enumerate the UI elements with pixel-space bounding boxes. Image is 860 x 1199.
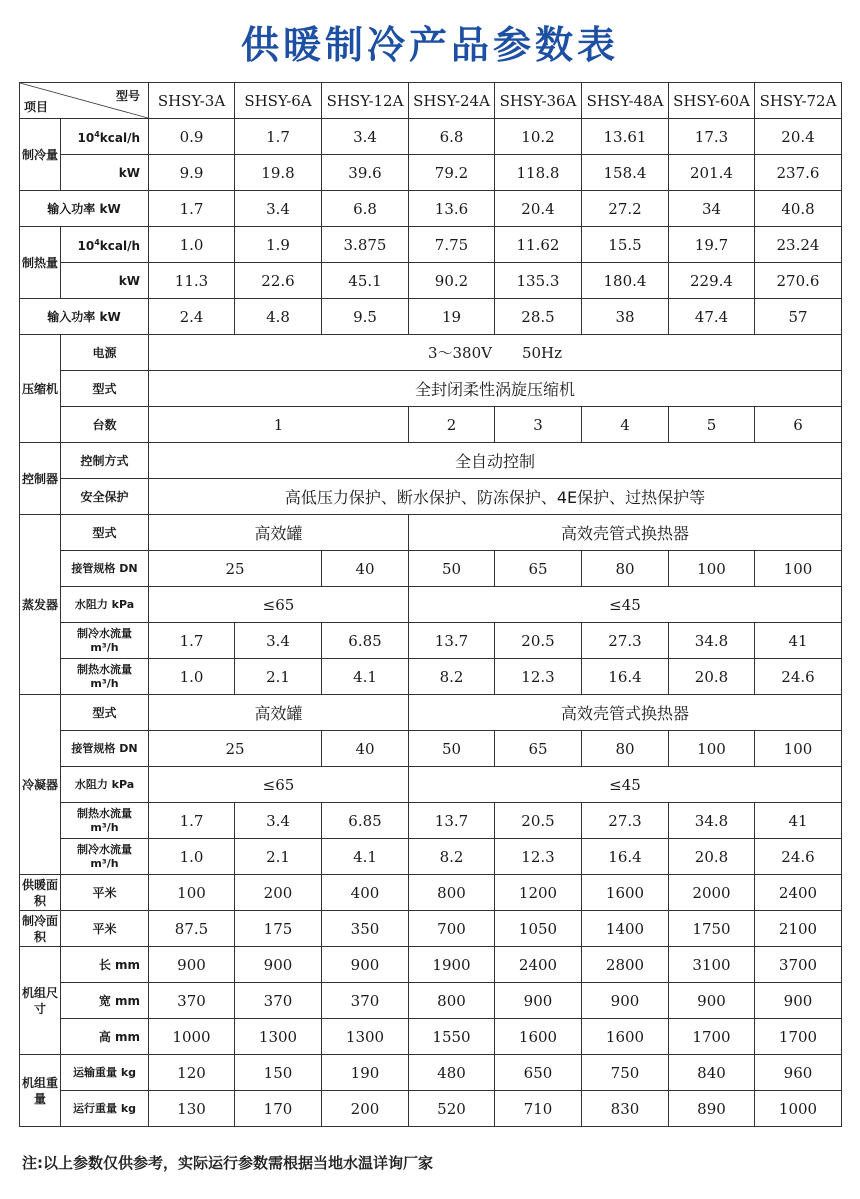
value-cell: 840	[669, 1055, 755, 1091]
value-cell: 34.8	[669, 623, 755, 659]
value-cell: 3.875	[322, 227, 409, 263]
value-cell: 40	[322, 731, 409, 767]
dim-wid-row	[20, 983, 842, 1019]
page-title: 供暖制冷产品参数表	[240, 23, 619, 67]
value-cell: 270.6	[755, 263, 842, 299]
cond-pipe-row	[20, 731, 842, 767]
value-cell: 480	[409, 1055, 495, 1091]
heat-area-row	[20, 875, 842, 911]
evaporator-group: 蒸发器	[20, 515, 61, 695]
value-cell: 650	[495, 1055, 582, 1091]
value-cell: 150	[235, 1055, 322, 1091]
value-cell: 27.3	[582, 803, 669, 839]
value-cell: 11.3	[149, 263, 235, 299]
value-cell: 2.1	[235, 659, 322, 695]
value-cell: 229.4	[669, 263, 755, 299]
value-cell: 350	[322, 911, 409, 947]
cond-type-row	[20, 695, 842, 731]
value-cell: 900	[755, 983, 842, 1019]
value-cell: 87.5	[149, 911, 235, 947]
condenser-group: 冷凝器	[20, 695, 61, 875]
value-cell: 890	[669, 1091, 755, 1127]
value-cell: 2800	[582, 947, 669, 983]
compressor-type-value: 全封闭柔性涡旋压缩机	[149, 371, 842, 407]
value-cell: 1	[149, 407, 409, 443]
value-cell: 190	[322, 1055, 409, 1091]
dimensions-group: 机组尺寸	[20, 947, 61, 1055]
value-cell: 高效壳管式换热器	[409, 695, 842, 731]
protect-label: 安全保护	[61, 479, 149, 515]
cond-resist-row	[20, 767, 842, 803]
value-cell: 1.7	[149, 623, 235, 659]
value-cell: 2.1	[235, 839, 322, 875]
value-cell: 118.8	[495, 155, 582, 191]
value-cell: 4	[582, 407, 669, 443]
value-cell: 1300	[235, 1019, 322, 1055]
kcal-unit-label: $10^4kcal/h$	[61, 227, 149, 263]
value-cell: 20.5	[495, 623, 582, 659]
value-cell: 80	[582, 731, 669, 767]
value-cell: 2.4	[149, 299, 235, 335]
value-cell: 47.4	[669, 299, 755, 335]
cond-flow2-row	[20, 839, 842, 875]
value-cell: 1750	[669, 911, 755, 947]
length-label: 长 mm	[61, 947, 149, 983]
value-cell: 1600	[495, 1019, 582, 1055]
resist-label: 水阻力 kPa	[61, 767, 149, 803]
value-cell: 6.8	[409, 119, 495, 155]
pipe-label: 接管规格 DN	[61, 731, 149, 767]
value-cell: 1.7	[149, 803, 235, 839]
value-cell: 750	[582, 1055, 669, 1091]
value-cell: 65	[495, 551, 582, 587]
flow-label: 制冷水流量 m³/h	[61, 839, 149, 875]
evap-flow2-row	[20, 659, 842, 695]
value-cell: 39.6	[322, 155, 409, 191]
kcal-unit-label: $10^4kcal/h$	[61, 119, 149, 155]
value-cell: 2000	[669, 875, 755, 911]
value-cell: 3.4	[235, 803, 322, 839]
value-cell: 16.4	[582, 659, 669, 695]
value-cell: 1.7	[235, 119, 322, 155]
heat-area-group: 供暖面积	[20, 875, 61, 911]
value-cell: 710	[495, 1091, 582, 1127]
corner-model-label: 型号	[115, 89, 140, 103]
value-cell: 900	[669, 983, 755, 1019]
value-cell: 130	[149, 1091, 235, 1127]
value-cell: 41	[755, 623, 842, 659]
corner-item-label: 项目	[24, 100, 49, 114]
value-cell: 45.1	[322, 263, 409, 299]
model-header: SHSY-36A	[495, 83, 582, 119]
value-cell: 5	[669, 407, 755, 443]
value-cell: 370	[149, 983, 235, 1019]
value-cell: 25	[149, 731, 322, 767]
controller-mode-row	[20, 443, 842, 479]
value-cell: 6.8	[322, 191, 409, 227]
cool-area-group: 制冷面积	[20, 911, 61, 947]
value-cell: 34	[669, 191, 755, 227]
value-cell: 17.3	[669, 119, 755, 155]
cooling-input-row	[20, 191, 842, 227]
area-label: 平米	[61, 911, 149, 947]
type-label: 型式	[61, 515, 149, 551]
count-label: 台数	[61, 407, 149, 443]
value-cell: 34.8	[669, 803, 755, 839]
value-cell: 2100	[755, 911, 842, 947]
flow-label: 制冷水流量 m³/h	[61, 623, 149, 659]
value-cell: 100	[149, 875, 235, 911]
heating-kcal-row	[20, 227, 842, 263]
value-cell: 900	[235, 947, 322, 983]
value-cell: 90.2	[409, 263, 495, 299]
value-cell: 20.8	[669, 839, 755, 875]
controller-group: 控制器	[20, 443, 61, 515]
width-label: 宽 mm	[61, 983, 149, 1019]
value-cell: 19	[409, 299, 495, 335]
value-cell: 16.4	[582, 839, 669, 875]
value-cell: 158.4	[582, 155, 669, 191]
run-weight-label: 运行重量 kg	[61, 1091, 149, 1127]
value-cell: 20.4	[495, 191, 582, 227]
value-cell: 800	[409, 983, 495, 1019]
weight-group: 机组重量	[20, 1055, 61, 1127]
value-cell: 22.6	[235, 263, 322, 299]
value-cell: 19.8	[235, 155, 322, 191]
value-cell: 1200	[495, 875, 582, 911]
protect-value: 高低压力保护、断水保护、防冻保护、4E保护、过热保护等	[149, 479, 842, 515]
value-cell: 201.4	[669, 155, 755, 191]
value-cell: 27.3	[582, 623, 669, 659]
value-cell: 1300	[322, 1019, 409, 1055]
value-cell: 3.4	[322, 119, 409, 155]
height-label: 高 mm	[61, 1019, 149, 1055]
value-cell: 13.7	[409, 623, 495, 659]
value-cell: 6	[755, 407, 842, 443]
value-cell: ≤65	[149, 767, 409, 803]
value-cell: 8.2	[409, 839, 495, 875]
value-cell: 170	[235, 1091, 322, 1127]
value-cell: 237.6	[755, 155, 842, 191]
value-cell: 20.5	[495, 803, 582, 839]
value-cell: 1550	[409, 1019, 495, 1055]
value-cell: 57	[755, 299, 842, 335]
control-mode-label: 控制方式	[61, 443, 149, 479]
area-label: 平米	[61, 875, 149, 911]
power-value: 3～380V 50Hz	[149, 335, 842, 371]
dim-len-row	[20, 947, 842, 983]
value-cell: 0.9	[149, 119, 235, 155]
value-cell: 15.5	[582, 227, 669, 263]
heating-group: 制热量	[20, 227, 61, 299]
heating-kw-row	[20, 263, 842, 299]
value-cell: 1000	[755, 1091, 842, 1127]
controller-protect-row	[20, 479, 842, 515]
value-cell: 40.8	[755, 191, 842, 227]
cond-flow1-row	[20, 803, 842, 839]
evap-flow1-row	[20, 623, 842, 659]
value-cell: 800	[409, 875, 495, 911]
value-cell: 13.61	[582, 119, 669, 155]
value-cell: 180.4	[582, 263, 669, 299]
value-cell: 38	[582, 299, 669, 335]
value-cell: 高效罐	[149, 695, 409, 731]
value-cell: 13.7	[409, 803, 495, 839]
dim-hgt-row	[20, 1019, 842, 1055]
value-cell: 23.24	[755, 227, 842, 263]
model-header: SHSY-3A	[149, 83, 235, 119]
weight-ship-row	[20, 1055, 842, 1091]
value-cell: 4.8	[235, 299, 322, 335]
spec-table	[19, 82, 842, 1127]
value-cell: ≤65	[149, 587, 409, 623]
value-cell: 200	[235, 875, 322, 911]
value-cell: 100	[755, 551, 842, 587]
value-cell: 135.3	[495, 263, 582, 299]
value-cell: 3.4	[235, 191, 322, 227]
value-cell: 27.2	[582, 191, 669, 227]
power-label: 电源	[61, 335, 149, 371]
cooling-group: 制冷量	[20, 119, 61, 191]
value-cell: 高效壳管式换热器	[409, 515, 842, 551]
cooling-kw-row	[20, 155, 842, 191]
value-cell: 3700	[755, 947, 842, 983]
value-cell: 960	[755, 1055, 842, 1091]
heat-input-label: 输入功率 kW	[20, 299, 149, 335]
value-cell: 1.0	[149, 659, 235, 695]
value-cell: 1050	[495, 911, 582, 947]
value-cell: 700	[409, 911, 495, 947]
value-cell: 10.2	[495, 119, 582, 155]
value-cell: 28.5	[495, 299, 582, 335]
value-cell: 900	[582, 983, 669, 1019]
ship-weight-label: 运输重量 kg	[61, 1055, 149, 1091]
compressor-type-row	[20, 371, 842, 407]
value-cell: 25	[149, 551, 322, 587]
value-cell: 900	[495, 983, 582, 1019]
value-cell: 100	[755, 731, 842, 767]
value-cell: 8.2	[409, 659, 495, 695]
value-cell: 41	[755, 803, 842, 839]
corner-cell	[20, 83, 149, 119]
value-cell: 7.75	[409, 227, 495, 263]
value-cell: 3	[495, 407, 582, 443]
model-header: SHSY-24A	[409, 83, 495, 119]
value-cell: 400	[322, 875, 409, 911]
value-cell: 80	[582, 551, 669, 587]
type-label: 型式	[61, 371, 149, 407]
value-cell: 3100	[669, 947, 755, 983]
value-cell: 175	[235, 911, 322, 947]
value-cell: 370	[322, 983, 409, 1019]
value-cell: 1900	[409, 947, 495, 983]
value-cell: 100	[669, 731, 755, 767]
control-mode-value: 全自动控制	[149, 443, 842, 479]
value-cell: 9.5	[322, 299, 409, 335]
footnote: 注:以上参数仅供参考，实际运行参数需根据当地水温详询厂家	[22, 1154, 434, 1172]
cooling-kcal-row	[20, 119, 842, 155]
model-header: SHSY-48A	[582, 83, 669, 119]
value-cell: 1.0	[149, 839, 235, 875]
value-cell: 65	[495, 731, 582, 767]
value-cell: 50	[409, 551, 495, 587]
value-cell: 40	[322, 551, 409, 587]
kw-unit-label: kW	[61, 263, 149, 299]
value-cell: 11.62	[495, 227, 582, 263]
value-cell: 520	[409, 1091, 495, 1127]
value-cell: 24.6	[755, 839, 842, 875]
value-cell: ≤45	[409, 587, 842, 623]
compressor-power-row	[20, 335, 842, 371]
model-header: SHSY-12A	[322, 83, 409, 119]
value-cell: 1000	[149, 1019, 235, 1055]
value-cell: 1.9	[235, 227, 322, 263]
compressor-group: 压缩机	[20, 335, 61, 443]
value-cell: 3.4	[235, 623, 322, 659]
value-cell: 370	[235, 983, 322, 1019]
evap-type-row	[20, 515, 842, 551]
cool-area-row	[20, 911, 842, 947]
weight-run-row	[20, 1091, 842, 1127]
value-cell: 2	[409, 407, 495, 443]
value-cell: 6.85	[322, 803, 409, 839]
header-row	[20, 83, 842, 119]
value-cell: 1600	[582, 1019, 669, 1055]
value-cell: 高效罐	[149, 515, 409, 551]
type-label: 型式	[61, 695, 149, 731]
value-cell: 1.0	[149, 227, 235, 263]
evap-pipe-row	[20, 551, 842, 587]
value-cell: 2400	[755, 875, 842, 911]
flow-label: 制热水流量 m³/h	[61, 803, 149, 839]
value-cell: 24.6	[755, 659, 842, 695]
value-cell: 1400	[582, 911, 669, 947]
value-cell: 9.9	[149, 155, 235, 191]
value-cell: 13.6	[409, 191, 495, 227]
value-cell: 6.85	[322, 623, 409, 659]
evap-resist-row	[20, 587, 842, 623]
value-cell: 1700	[755, 1019, 842, 1055]
pipe-label: 接管规格 DN	[61, 551, 149, 587]
heating-input-row	[20, 299, 842, 335]
model-header: SHSY-72A	[755, 83, 842, 119]
resist-label: 水阻力 kPa	[61, 587, 149, 623]
value-cell: 100	[669, 551, 755, 587]
value-cell: 1700	[669, 1019, 755, 1055]
model-header: SHSY-60A	[669, 83, 755, 119]
value-cell: 20.4	[755, 119, 842, 155]
value-cell: 2400	[495, 947, 582, 983]
value-cell: 900	[149, 947, 235, 983]
value-cell: 200	[322, 1091, 409, 1127]
cool-input-label: 输入功率 kW	[20, 191, 149, 227]
value-cell: 20.8	[669, 659, 755, 695]
value-cell: 12.3	[495, 839, 582, 875]
value-cell: 900	[322, 947, 409, 983]
flow-label: 制热水流量 m³/h	[61, 659, 149, 695]
value-cell: 79.2	[409, 155, 495, 191]
value-cell: 1.7	[149, 191, 235, 227]
value-cell: 19.7	[669, 227, 755, 263]
value-cell: 120	[149, 1055, 235, 1091]
model-header: SHSY-6A	[235, 83, 322, 119]
kw-unit-label: kW	[61, 155, 149, 191]
value-cell: 830	[582, 1091, 669, 1127]
value-cell: ≤45	[409, 767, 842, 803]
value-cell: 4.1	[322, 839, 409, 875]
value-cell: 1600	[582, 875, 669, 911]
value-cell: 4.1	[322, 659, 409, 695]
compressor-count-row	[20, 407, 842, 443]
value-cell: 12.3	[495, 659, 582, 695]
value-cell: 50	[409, 731, 495, 767]
